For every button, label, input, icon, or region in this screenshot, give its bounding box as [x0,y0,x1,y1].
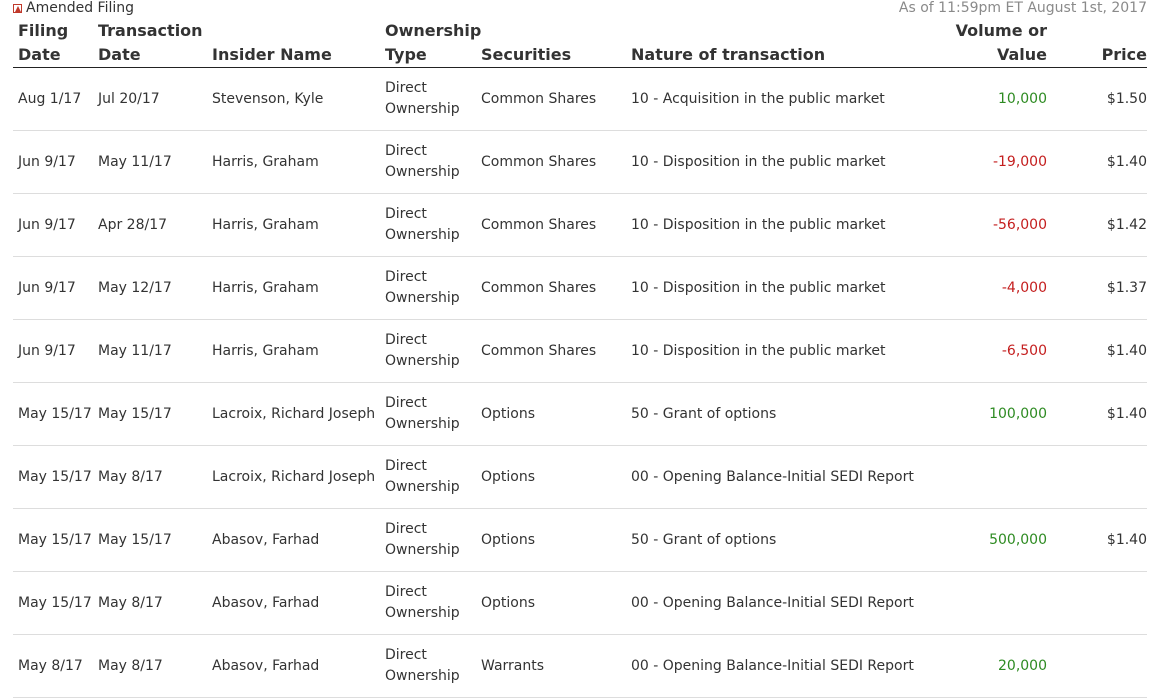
securities-cell: Common Shares [476,131,626,194]
ownership-type-cell [380,194,476,257]
filing-date-cell: Jun 9/17 [13,320,93,383]
table-row [13,572,1147,635]
volume-cell: 500,000 [926,509,1047,572]
ownership-type-line: Ownership [385,479,460,495]
nature-of-transaction-cell: 10 - Disposition in the public market [626,320,926,383]
transaction-date-cell: Jul 20/17 [93,68,207,131]
as-of-timestamp: As of 11:59pm ET August 1st, 2017 [898,0,1147,16]
volume-cell: -56,000 [926,194,1047,257]
insider-name-cell: Lacroix, Richard Joseph [207,446,380,509]
price-cell [1047,446,1147,509]
nature-of-transaction-cell: 00 - Opening Balance-Initial SEDI Report [626,446,926,509]
table-header-row [13,17,1147,68]
nature-of-transaction-cell: 10 - Disposition in the public market [626,194,926,257]
ownership-type-line: Direct [385,458,427,474]
top-bar [0,0,1162,17]
transaction-date-cell: May 12/17 [93,257,207,320]
volume-cell: 10,000 [926,68,1047,131]
table-row [13,257,1147,320]
amended-filing-label: Amended Filing [26,0,135,16]
insider-name-cell: Harris, Graham [207,131,380,194]
header-price[interactable]: Price [1047,17,1147,68]
filing-date-cell: Aug 1/17 [13,68,93,131]
securities-cell: Options [476,446,626,509]
volume-cell: 20,000 [926,635,1047,698]
amended-filing-icon [13,4,22,13]
insider-transactions-table [13,17,1147,698]
ownership-type-cell [380,446,476,509]
insider-name-cell: Harris, Graham [207,194,380,257]
volume-cell: -19,000 [926,131,1047,194]
securities-cell: Options [476,509,626,572]
ownership-type-cell [380,383,476,446]
transaction-date-cell: May 15/17 [93,509,207,572]
filing-date-cell: May 8/17 [13,635,93,698]
ownership-type-line: Direct [385,269,427,285]
table-row [13,383,1147,446]
filing-date-cell: Jun 9/17 [13,194,93,257]
ownership-type-line: Ownership [385,416,460,432]
header-transaction-date[interactable]: Transaction Date [93,17,207,68]
nature-of-transaction-cell: 10 - Disposition in the public market [626,131,926,194]
price-cell: $1.42 [1047,194,1147,257]
transaction-date-cell: May 15/17 [93,383,207,446]
ownership-type-line: Ownership [385,164,460,180]
table-row [13,635,1147,698]
insider-name-cell: Abasov, Farhad [207,572,380,635]
price-cell [1047,572,1147,635]
price-cell: $1.50 [1047,68,1147,131]
table-row [13,194,1147,257]
table-row [13,446,1147,509]
ownership-type-line: Ownership [385,542,460,558]
securities-cell: Common Shares [476,257,626,320]
ownership-type-cell [380,68,476,131]
insider-name-cell: Lacroix, Richard Joseph [207,383,380,446]
ownership-type-line: Ownership [385,101,460,117]
filing-date-cell: May 15/17 [13,509,93,572]
price-cell: $1.40 [1047,131,1147,194]
ownership-type-cell [380,131,476,194]
transaction-date-cell: Apr 28/17 [93,194,207,257]
ownership-type-line: Ownership [385,290,460,306]
amended-filing-legend [13,0,134,16]
securities-cell: Common Shares [476,320,626,383]
ownership-type-line: Direct [385,332,427,348]
ownership-type-line: Ownership [385,353,460,369]
header-securities[interactable]: Securities [476,17,626,68]
ownership-type-line: Direct [385,647,427,663]
insider-name-cell: Abasov, Farhad [207,635,380,698]
header-volume-or-value[interactable]: Volume or Value [926,17,1047,68]
table-row [13,68,1147,131]
volume-cell: 100,000 [926,383,1047,446]
transaction-date-cell: May 8/17 [93,572,207,635]
insider-name-cell: Harris, Graham [207,257,380,320]
filing-date-cell: Jun 9/17 [13,131,93,194]
ownership-type-line: Direct [385,584,427,600]
ownership-type-line: Direct [385,206,427,222]
filing-date-cell: May 15/17 [13,572,93,635]
securities-cell: Options [476,572,626,635]
volume-cell: -6,500 [926,320,1047,383]
filing-date-cell: May 15/17 [13,446,93,509]
ownership-type-line: Direct [385,143,427,159]
header-nature-of-transaction[interactable]: Nature of transaction [626,17,926,68]
table-row [13,320,1147,383]
ownership-type-line: Direct [385,521,427,537]
ownership-type-line: Ownership [385,605,460,621]
ownership-type-cell [380,635,476,698]
securities-cell: Warrants [476,635,626,698]
insider-name-cell: Harris, Graham [207,320,380,383]
price-cell: $1.37 [1047,257,1147,320]
price-cell: $1.40 [1047,320,1147,383]
header-insider-name[interactable]: Insider Name [207,17,380,68]
ownership-type-cell [380,509,476,572]
transaction-date-cell: May 11/17 [93,131,207,194]
filing-date-cell: Jun 9/17 [13,257,93,320]
ownership-type-cell [380,257,476,320]
nature-of-transaction-cell: 10 - Acquisition in the public market [626,68,926,131]
nature-of-transaction-cell: 00 - Opening Balance-Initial SEDI Report [626,572,926,635]
volume-cell: -4,000 [926,257,1047,320]
nature-of-transaction-cell: 50 - Grant of options [626,509,926,572]
securities-cell: Common Shares [476,68,626,131]
transaction-date-cell: May 8/17 [93,635,207,698]
nature-of-transaction-cell: 50 - Grant of options [626,383,926,446]
volume-cell [926,572,1047,635]
ownership-type-line: Ownership [385,668,460,684]
ownership-type-line: Direct [385,395,427,411]
volume-cell [926,446,1047,509]
insider-name-cell: Abasov, Farhad [207,509,380,572]
header-ownership-type[interactable]: Ownership Type [380,17,476,68]
table-row [13,509,1147,572]
ownership-type-cell [380,320,476,383]
ownership-type-cell [380,572,476,635]
ownership-type-line: Ownership [385,227,460,243]
price-cell [1047,635,1147,698]
header-filing-date[interactable]: Filing Date [13,17,93,68]
price-cell: $1.40 [1047,509,1147,572]
nature-of-transaction-cell: 10 - Disposition in the public market [626,257,926,320]
transaction-date-cell: May 11/17 [93,320,207,383]
transaction-date-cell: May 8/17 [93,446,207,509]
nature-of-transaction-cell: 00 - Opening Balance-Initial SEDI Report [626,635,926,698]
ownership-type-line: Direct [385,80,427,96]
insider-name-cell: Stevenson, Kyle [207,68,380,131]
table-row [13,131,1147,194]
filing-date-cell: May 15/17 [13,383,93,446]
securities-cell: Options [476,383,626,446]
securities-cell: Common Shares [476,194,626,257]
price-cell: $1.40 [1047,383,1147,446]
